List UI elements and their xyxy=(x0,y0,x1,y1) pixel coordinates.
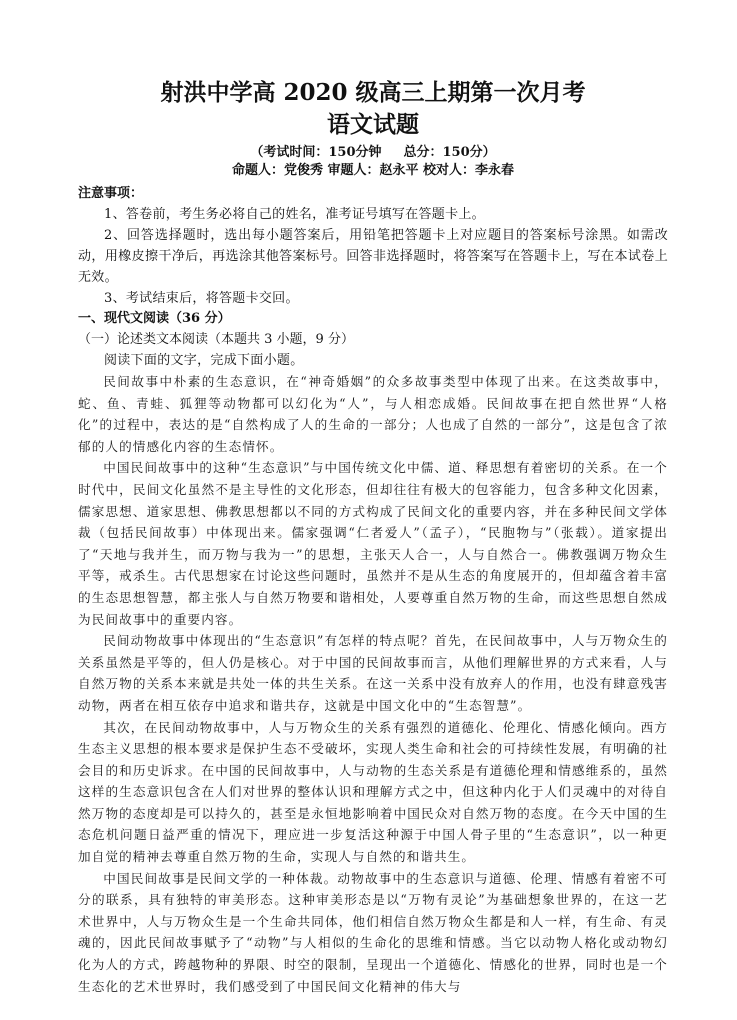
notes-item: 1、答卷前，考生务必将自己的姓名，准考证号填写在答题卡上。 xyxy=(104,207,485,222)
reading-instruction: 阅读下面的文字，完成下面小题。 xyxy=(104,353,304,368)
passage-paragraph: 中国民间故事中的这种“生态意识”与中国传统文化中儒、道、释思想有着密切的关系。在一个时代中，民间文化虽然不是主导性的文化形态，但却往往有极大的包容能力，包含多种文化因素，儒家思想、道家思想、佛教思想都以不同的方式构成了民间文化的重要内容，并在多种民间文学体裁（包括民间故事）中体现出来。儒家强调“仁者爱人”（孟子），“民胞物与”（张载）。道家提出了“天地与我并生，而万物与我为一”的思想，主张天人合一，人与自然合一。佛教强调万物众生平等，戒杀生。古代思想家在讨论这些问题时，虽然并不是从生态的角度展开的，但却蕴含着丰富的生态思想智慧，都主张人与自然万物要和谐相处，人要尊重自然万物的生命，而这些思想自然成为民间故事中的重要内容。 xyxy=(78,460,668,627)
notes-item: 3、考试结束后，将答题卡交回。 xyxy=(104,291,299,306)
exam-subject-title: 语文试题 xyxy=(327,111,419,138)
exam-people: 命题人：党俊秀 审题人：赵永平 校对人：李永春 xyxy=(231,163,515,178)
passage-paragraph: 民间动物故事中体现出的“生态意识”有怎样的特点呢？首先，在民间故事中，人与万物众生的关系虽然是平等的，但人仍是核心。对于中国的民间故事而言，从他们理解世界的方式来看，人与自然万物的关系本来就是共处一体的共生关系。在这一关系中没有放弃人的作用，也没有肆意残害动物，两者在相互依存中追求和谐共存，这就是中国文化中的“生态智慧”。 xyxy=(78,633,668,713)
exam-time: （考试时间：150分钟 xyxy=(250,145,382,160)
exam-page xyxy=(78,78,668,997)
notes-item: 2、回答选择题时，选出每小题答案后，用铅笔把答题卡上对应题目的答案标号涂黑。如需改动，用橡皮擦干净后，再选涂其他答案标号。回答非选择题时，将答案写在答题卡上，写在本试卷上无效。 xyxy=(78,228,668,285)
passage-paragraph: 其次，在民间动物故事中，人与万物众生的关系有强烈的道德化、伦理化、情感化倾向。西方生态主义思想的根本要求是保护生态不受破坏，实现人类生命和社会的可持续性发展，有明确的社会目的和历史诉求。在中国的民间故事中，人与动物的生态关系是有道德伦理和情感维系的，虽然这样的生态意识包含在人们对世界的整体认识和理解方式之中，但这种内化于人们灵魂中的对待自然万物的态度却是可以持久的，甚至是永恒地影响着中国民众对自然万物的态度。在今天中国的生态危机问题日益严重的情况下，理应进一步复活这种源于中国人骨子里的“生态意识”，以一种更加自觉的精神去尊重自然万物的生命，实现人与自然的和谐共生。 xyxy=(78,719,668,865)
total-score: 总分：150分） xyxy=(403,145,496,160)
passage-paragraph: 民间故事中朴素的生态意识，在“神奇婚姻”的众多故事类型中体现了出来。在这类故事中，蛇、鱼、青蛙、狐狸等动物都可以幻化为“人”，与人相恋成婚。民间故事在把自然世界“人格化”的过程中，表达的是“自然构成了人的生命的一部分；人也成了自然的一部分”，这是包含了浓郁的人的情感化内容的生态情怀。 xyxy=(78,374,668,454)
passage-paragraph: 中国民间故事是民间文学的一种体裁。动物故事中的生态意识与道德、伦理、情感有着密不可分的联系，具有独特的审美形态。这种审美形态是以“万物有灵论”为基础想象世界的，在这一艺术世界中，人与万物众生是一个生命共同体，他们相信自然万物众生都是和人一样，有生命、有灵魂的，因此民间故事赋予了“动物”与人相似的生命化的思维和情感。当它以动物人格化或动物幻化为人的方式，跨越物种的界限、时空的限制，呈现出一个道德化、情感化的世界，同时也是一个生态化的艺术世界时，我们感受到了中国民间文化精神的伟大与 xyxy=(78,870,668,994)
exam-title: 射洪中学高 2020 级高三上期第一次月考 xyxy=(160,79,586,106)
section-heading: 一、现代文阅读（36 分） xyxy=(78,311,231,326)
exam-time-score xyxy=(78,144,668,162)
notes-heading: 注意事项： xyxy=(78,186,144,201)
sub-section-heading: （一）论述类文本阅读（本题共 3 小题，9 分） xyxy=(78,332,354,347)
